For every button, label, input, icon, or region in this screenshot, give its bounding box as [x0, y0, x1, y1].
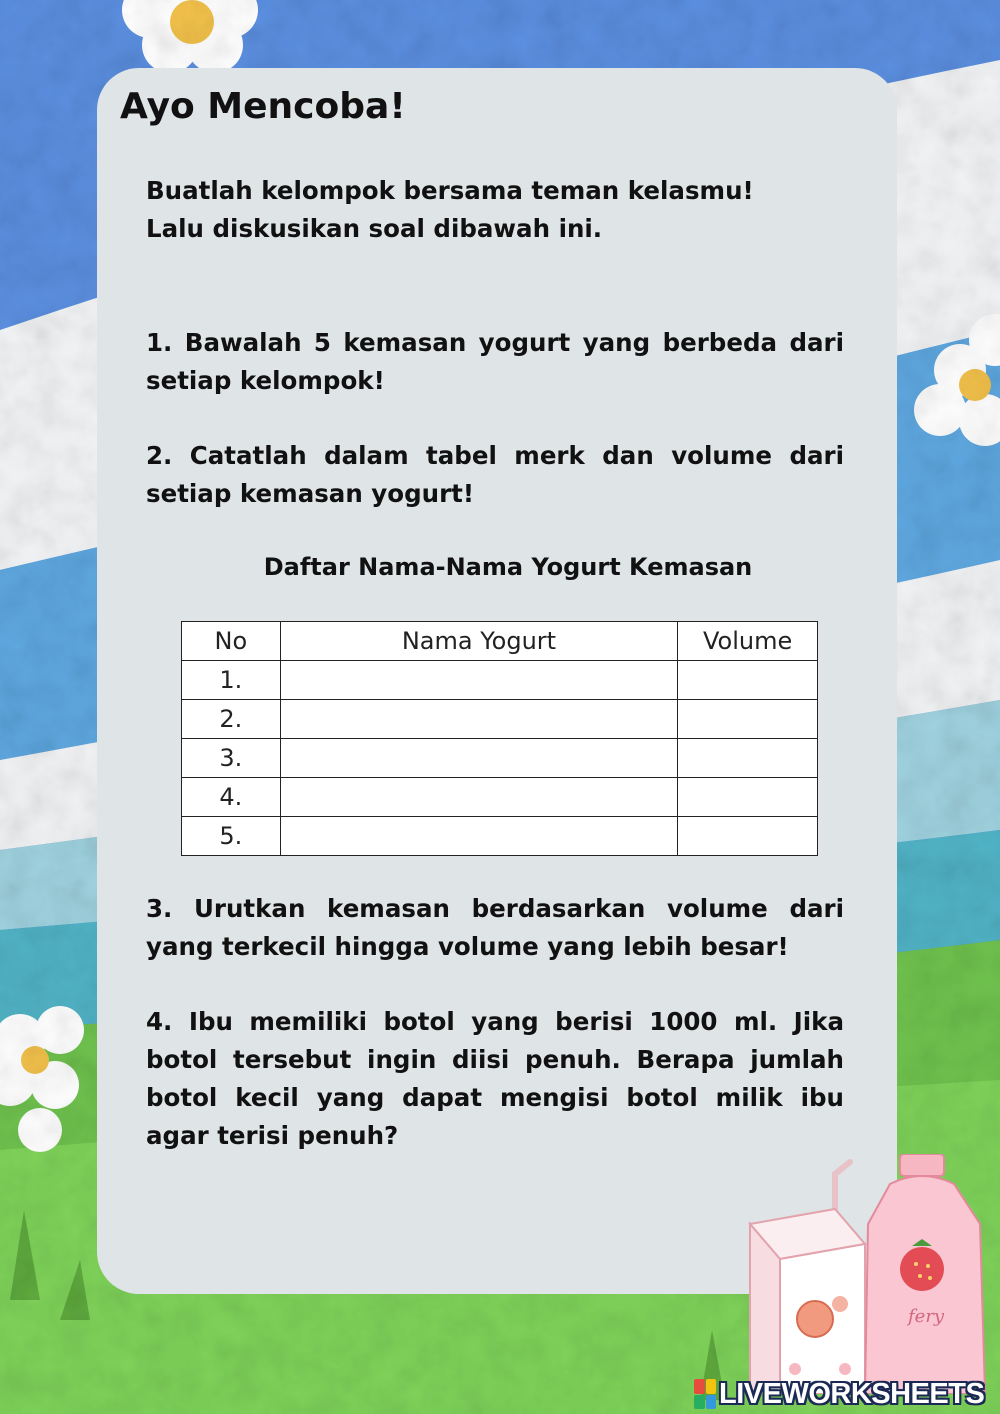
question-2: 2. Catatlah dalam tabel merk dan volume dari setiap kemasan yogurt!: [146, 441, 844, 508]
watermark-text: LIVEWORKSHEETS: [719, 1377, 985, 1410]
table-row: [182, 817, 818, 856]
table-title: Daftar Nama-Nama Yogurt Kemasan: [263, 553, 753, 581]
row-number: 1.: [182, 661, 281, 700]
liveworksheets-watermark: [694, 1376, 984, 1412]
yogurt-bottle-icon: [865, 1154, 985, 1394]
row-number: 3.: [182, 739, 281, 778]
volume-cell[interactable]: [678, 778, 818, 817]
yogurt-table: [181, 621, 818, 856]
yogurt-name-cell[interactable]: [280, 700, 678, 739]
straw-icon: [835, 1162, 850, 1214]
volume-cell[interactable]: [678, 700, 818, 739]
table-header-row: [182, 622, 818, 661]
volume-cell[interactable]: [678, 739, 818, 778]
intro-line-1: Buatlah kelompok bersama teman kelasmu!: [146, 176, 754, 205]
yogurt-name-cell[interactable]: [280, 817, 678, 856]
yogurt-name-cell[interactable]: [280, 739, 678, 778]
volume-cell[interactable]: [678, 661, 818, 700]
table-row: [182, 778, 818, 817]
volume-cell[interactable]: [678, 817, 818, 856]
page-title: Ayo Mencoba!: [120, 86, 406, 127]
question-3: 3. Urutkan kemasan berdasarkan volume dari yang terkecil hingga volume yang lebih besar!: [146, 894, 844, 961]
row-number: 2.: [182, 700, 281, 739]
yogurt-name-cell[interactable]: [280, 661, 678, 700]
header-nama-yogurt: Nama Yogurt: [280, 622, 678, 661]
question-1: 1. Bawalah 5 kemasan yogurt yang berbeda dari setiap kelompok!: [146, 328, 844, 395]
table-row: [182, 661, 818, 700]
row-number: 5.: [182, 817, 281, 856]
juice-box-icon: [750, 1209, 865, 1394]
header-volume: Volume: [678, 622, 818, 661]
yogurt-name-cell[interactable]: [280, 778, 678, 817]
liveworksheets-logo-icon: [694, 1379, 716, 1409]
table-row: [182, 739, 818, 778]
intro-line-2: Lalu diskusikan soal dibawah ini.: [146, 214, 603, 243]
question-4: 4. Ibu memiliki botol yang berisi 1000 ml. Jika botol tersebut ingin diisi penuh. Berapa jumlah botol kecil yang dapat mengisi botol milik ibu agar terisi penuh?: [146, 1007, 844, 1150]
row-number: 4.: [182, 778, 281, 817]
header-no: No: [182, 622, 281, 661]
bottle-label: fery: [908, 1306, 945, 1327]
table-row: [182, 700, 818, 739]
yogurt-illustration: [740, 1154, 1000, 1394]
